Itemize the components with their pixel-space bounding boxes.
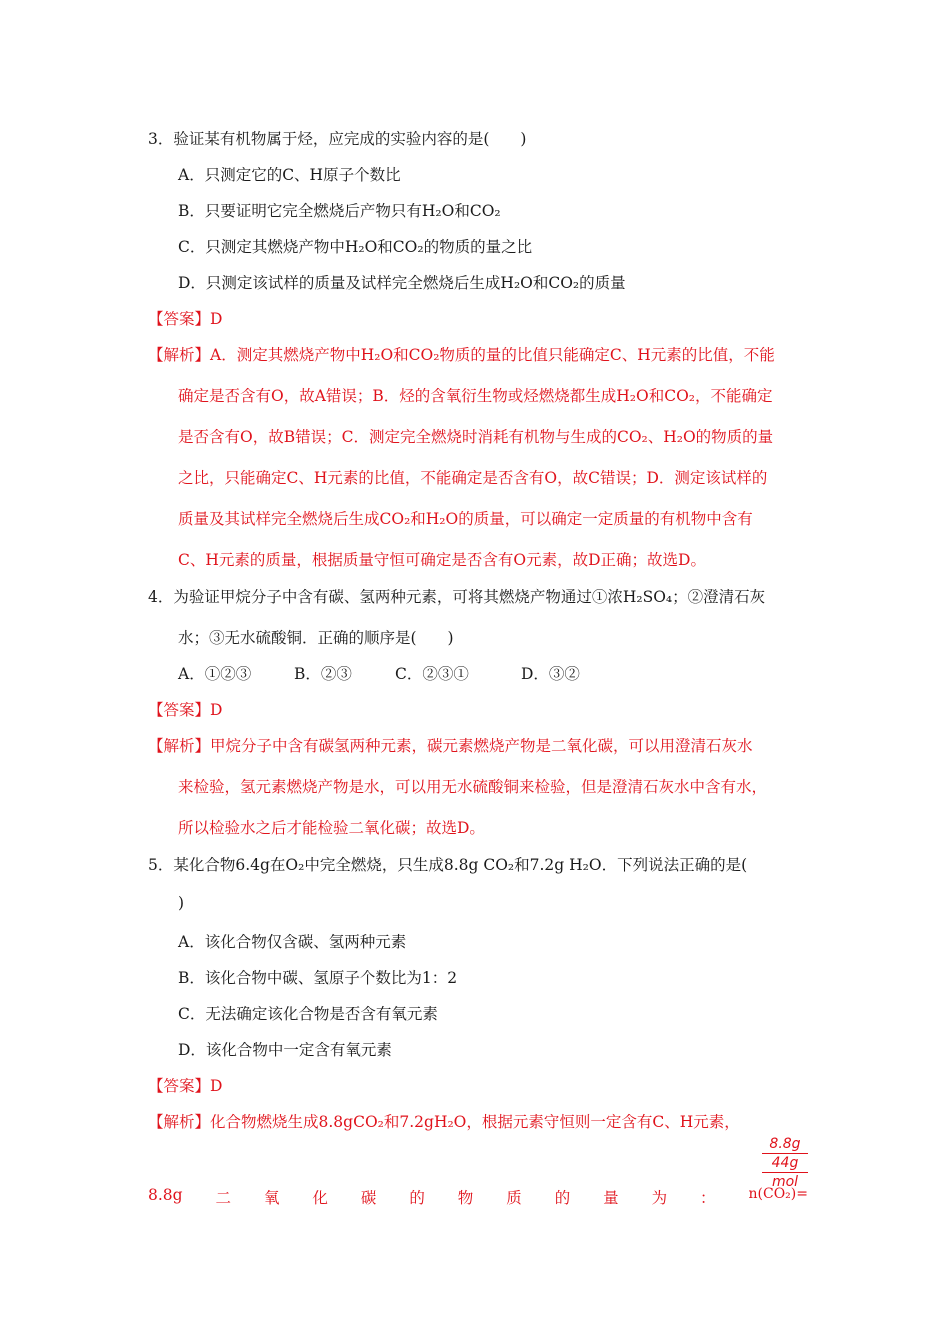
q3-option-a: A．只测定它的C、H原子个数比: [178, 166, 401, 184]
word: n(CO₂)=: [748, 1186, 808, 1202]
q4-analysis-line-2: 来检验，氢元素燃烧产物是水，可以用无水硫酸铜来检验，但是澄清石灰水中含有水，: [178, 778, 768, 796]
q3-analysis-line-2: 确定是否含有O，故A错误；B．烃的含氧衍生物或烃燃烧都生成H₂O和CO₂，不能确定: [178, 387, 773, 405]
q5-option-c: C．无法确定该化合物是否含有氧元素: [178, 1005, 438, 1023]
q3-answer: [148, 307, 222, 329]
q3-analysis-line-6: C、H元素的质量，根据质量守恒可确定是否含有O元素，故D正确；故选D。: [178, 551, 706, 569]
analysis-tag: 【解析】: [148, 1113, 211, 1131]
q3-analysis-line-3: 是否含有O，故B错误；C．测定完全燃烧时消耗有机物与生成的CO₂、H₂O的物质的量: [178, 428, 774, 446]
answer-value: D: [210, 1077, 223, 1095]
q4-stem-line-2: 水；③无水硫酸铜．正确的顺序是( ): [178, 629, 454, 647]
word: 8.8g: [148, 1186, 183, 1204]
word: 质: [506, 1189, 522, 1207]
q4-analysis-line-1: [148, 734, 753, 756]
word: 化: [312, 1189, 328, 1207]
q3-option-d: D．只测定该试样的质量及试样完全燃烧后生成H₂O和CO₂的质量: [178, 274, 626, 292]
analysis-tag: 【解析】: [148, 737, 211, 755]
word: 氧: [263, 1189, 280, 1207]
q5-analysis-line-1: [148, 1110, 740, 1132]
fraction-denominator-top: 44g: [771, 1155, 799, 1171]
word: 的: [409, 1189, 425, 1207]
q3-option-b: B．只要证明它完全燃烧后产物只有H₂O和CO₂: [178, 202, 501, 220]
q4-stem-line-1: 4．为验证甲烷分子中含有碳、氢两种元素，可将其燃烧产物通过①浓H₂SO₄；②澄清石灰: [148, 588, 766, 606]
analysis-text: 甲烷分子中含有碳氢两种元素，碳元素燃烧产物是二氧化碳，可以用澄清石灰水: [210, 737, 753, 755]
answer-value: D: [210, 310, 223, 328]
q4-option-d: D．③②: [521, 665, 580, 683]
q4-option-b: B．②③: [294, 665, 352, 683]
molar-fraction: [762, 1136, 808, 1190]
q3-analysis-line-5: 质量及其试样完全燃烧后生成CO₂和H₂O的质量，可以确定一定质量的有机物中含有: [178, 510, 753, 528]
q4-answer: [148, 698, 222, 720]
word: 量: [603, 1189, 619, 1207]
answer-value: D: [210, 701, 223, 719]
answer-tag: 【答案】: [148, 701, 211, 719]
q3-analysis-line-4: 之比，只能确定C、H元素的比值，不能确定是否含有O，故C错误；D．测定该试样的: [178, 469, 768, 487]
word: 碳: [360, 1189, 377, 1207]
analysis-text: 化合物燃烧生成8.8gCO₂和7.2gH₂O，根据元素守恒则一定含有C、H元素，: [210, 1113, 740, 1131]
q3-option-c: C．只测定其燃烧产物中H₂O和CO₂的物质的量之比: [178, 238, 533, 256]
fraction-denominator-bottom: mol: [771, 1174, 799, 1190]
q5-stem-line-1: 5．某化合物6.4g在O₂中完全燃烧，只生成8.8g CO₂和7.2g H₂O．下列说法正确的是(: [148, 856, 748, 874]
q3-stem: 3．验证某有机物属于烃，应完成的实验内容的是( ): [148, 130, 527, 148]
q5-option-b: B．该化合物中碳、氢原子个数比为1：2: [178, 969, 458, 987]
q5-answer: [148, 1074, 222, 1096]
word: 为: [651, 1189, 668, 1207]
word: 物: [457, 1189, 474, 1207]
q4-option-a: A．①②③: [178, 665, 252, 683]
analysis-text: A．测定其燃烧产物中H₂O和CO₂物质的量的比值只能确定C、H元素的比值，不能: [210, 346, 775, 364]
analysis-tag: 【解析】: [148, 346, 211, 364]
q4-analysis-line-3: 所以检验水之后才能检验二氧化碳；故选D。: [178, 819, 485, 837]
fraction-numerator: 8.8g: [769, 1136, 801, 1152]
word: 二: [215, 1189, 232, 1207]
q5-stem-line-2: ): [178, 894, 185, 912]
fraction-bar: [762, 1153, 808, 1154]
q4-option-c: C．②③①: [395, 665, 469, 683]
q5-option-d: D．该化合物中一定含有氧元素: [178, 1041, 392, 1059]
q5-option-a: A．该化合物仅含碳、氢两种元素: [178, 933, 407, 951]
word: ：: [700, 1189, 716, 1207]
word: 的: [554, 1189, 571, 1207]
answer-tag: 【答案】: [148, 310, 211, 328]
q5-analysis-line-2: [148, 1186, 808, 1208]
fraction-bar: [762, 1172, 808, 1173]
answer-tag: 【答案】: [148, 1077, 211, 1095]
q3-analysis-line-1: [148, 343, 775, 365]
